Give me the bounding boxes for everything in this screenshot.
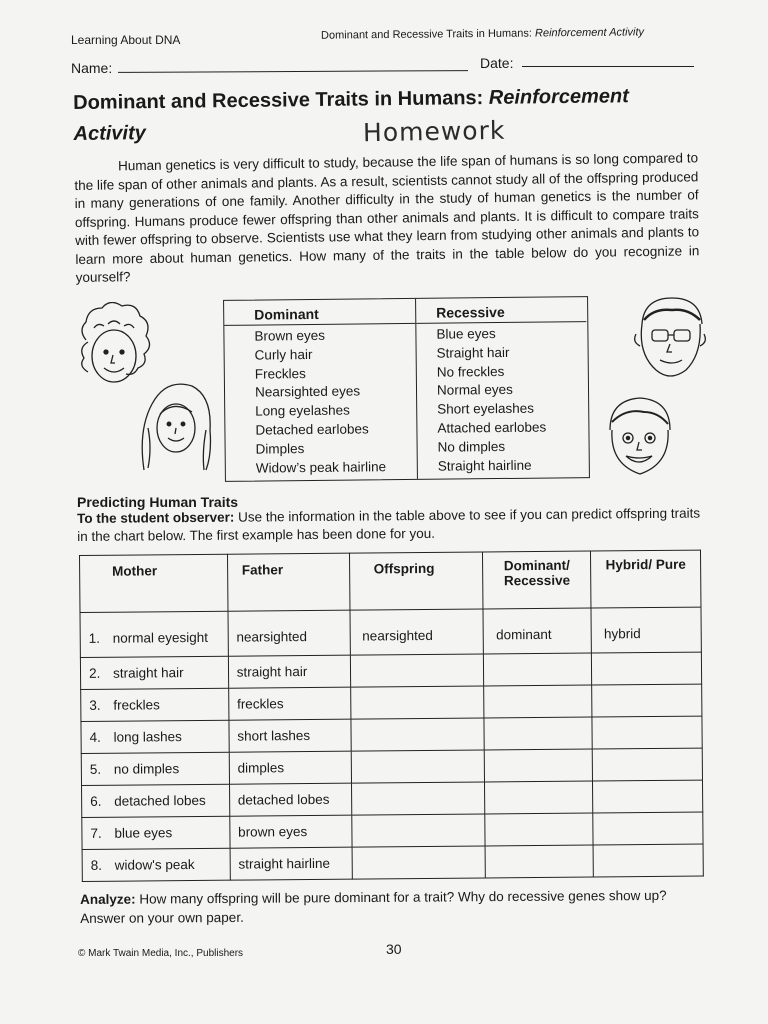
dominant-trait: Brown eyes xyxy=(254,327,326,344)
dominant-recessive-cell[interactable]: dominant xyxy=(483,608,591,654)
dominant-recessive-cell[interactable] xyxy=(484,717,592,750)
page-title-line2: Activity xyxy=(73,122,146,145)
recessive-trait: No freckles xyxy=(436,363,505,380)
recessive-trait: Blue eyes xyxy=(436,326,496,342)
recessive-trait: Attached earlobes xyxy=(437,419,547,436)
father-cell: short lashes xyxy=(229,719,351,752)
mother-trait: widow's peak xyxy=(114,857,195,873)
dominant-recessive-cell[interactable] xyxy=(484,685,592,718)
header-hybrid-pure: Hybrid/ Pure xyxy=(591,550,701,608)
publisher-credit: © Mark Twain Media, Inc., Publishers xyxy=(78,948,244,959)
hybrid-pure-cell[interactable] xyxy=(592,748,702,781)
offspring-cell[interactable] xyxy=(350,686,484,719)
header-father: Father xyxy=(227,553,349,611)
dominant-recessive-cell[interactable] xyxy=(485,813,593,846)
header-section-title xyxy=(321,26,644,41)
table-row xyxy=(82,844,703,881)
offspring-cell[interactable] xyxy=(351,782,485,815)
intro-paragraph: Human genetics is very difficult to study, because the life span of humans is so long compared to the life span of other animals and plants. As a result, scientists cannot study all of the offspring produced in many generations of one family. Another difficulty in the study of human genetics is the number of offspring. Humans produce fewer offspring than other animals and plants. It is difficult to compare traits with fewer offspring to observe. Scientists use what they learn from studying other animals and plants to learn more about human genetics. How many of the traits in the table below do you recognize in yourself? xyxy=(74,150,700,285)
dominant-trait: Widow’s peak hairline xyxy=(255,458,387,476)
header-offspring: Offspring xyxy=(349,552,483,610)
recessive-trait: Straight hair xyxy=(436,344,510,361)
header-mother: Mother xyxy=(80,554,228,612)
row-number: 7. xyxy=(90,825,102,841)
mother-cell xyxy=(81,720,229,753)
mother-trait: long lashes xyxy=(113,729,182,745)
dominant-trait: Long eyelashes xyxy=(255,402,350,419)
hybrid-pure-cell[interactable] xyxy=(592,716,702,749)
row-number: 6. xyxy=(90,793,102,809)
page-number: 30 xyxy=(386,941,402,957)
offspring-cell[interactable] xyxy=(352,846,486,879)
father-cell: straight hairline xyxy=(230,847,352,880)
table-row xyxy=(80,652,701,689)
long-haired-girl-illustration xyxy=(134,378,214,478)
father-cell: dimples xyxy=(229,751,351,784)
offspring-cell[interactable] xyxy=(350,654,484,687)
mother-cell xyxy=(82,848,230,881)
row-number: 4. xyxy=(89,729,101,745)
dominant-recessive-cell[interactable] xyxy=(485,749,593,782)
mother-cell xyxy=(82,784,230,817)
dominant-header: Dominant xyxy=(224,299,415,326)
hybrid-pure-cell[interactable]: hybrid xyxy=(591,607,701,653)
recessive-header: Recessive xyxy=(416,297,586,324)
header-section-title-italic: Reinforcement Activity xyxy=(534,26,645,40)
row-number: 3. xyxy=(89,697,101,713)
recessive-trait: No dimples xyxy=(437,438,506,455)
smiling-boy-illustration xyxy=(604,392,676,484)
mother-trait: normal eyesight xyxy=(112,629,209,646)
instructions-lead: To the student observer: xyxy=(77,509,235,526)
mother-trait: freckles xyxy=(113,697,160,713)
mother-trait: no dimples xyxy=(113,761,180,777)
table-row xyxy=(80,607,701,657)
header-dominant-recessive: Dominant/ Recessive xyxy=(483,551,591,609)
dominant-recessive-cell[interactable] xyxy=(485,781,593,814)
prediction-chart xyxy=(79,550,704,877)
table-row xyxy=(82,812,703,849)
name-label: Name: xyxy=(71,60,113,76)
dominant-recessive-cell[interactable] xyxy=(485,845,593,878)
dominant-trait: Curly hair xyxy=(254,346,313,363)
hybrid-pure-cell[interactable] xyxy=(592,684,702,717)
offspring-cell[interactable] xyxy=(351,750,485,783)
row-number: 5. xyxy=(89,761,102,777)
analyze-question xyxy=(80,886,710,928)
offspring-cell[interactable] xyxy=(351,814,485,847)
date-field[interactable] xyxy=(522,66,694,67)
section-title: Predicting Human Traits xyxy=(77,494,239,510)
header-section-title-plain: Dominant and Recessive Traits in Humans: xyxy=(320,27,536,42)
father-cell: brown eyes xyxy=(230,815,352,848)
row-number: 1. xyxy=(88,630,101,646)
mother-trait: blue eyes xyxy=(114,825,173,841)
hybrid-pure-cell[interactable] xyxy=(593,812,703,845)
hybrid-pure-cell[interactable] xyxy=(593,844,703,877)
name-field[interactable] xyxy=(118,70,468,73)
recessive-trait: Straight hairline xyxy=(437,457,532,474)
table-row xyxy=(81,748,702,785)
date-label: Date: xyxy=(480,55,514,71)
hybrid-pure-cell[interactable] xyxy=(592,652,702,685)
father-cell: straight hair xyxy=(228,655,350,688)
mother-cell xyxy=(81,752,229,785)
recessive-trait: Short eyelashes xyxy=(437,400,535,417)
page-title-italic: Reinforcement xyxy=(488,85,629,109)
traits-reference-table xyxy=(223,296,590,482)
row-number: 2. xyxy=(88,665,101,681)
hybrid-pure-cell[interactable] xyxy=(593,780,703,813)
mother-cell xyxy=(81,688,229,721)
header-book-title: Learning About DNA xyxy=(71,33,181,47)
recessive-trait: Normal eyes xyxy=(436,382,513,399)
father-cell: nearsighted xyxy=(228,610,350,656)
mother-cell xyxy=(80,656,228,689)
man-with-glasses-illustration xyxy=(628,290,712,386)
analyze-text: How many offspring will be pure dominant for a trait? Why do recessive genes show up? Answer on your own paper. xyxy=(80,887,667,926)
table-row xyxy=(82,780,703,817)
row-number: 8. xyxy=(90,857,103,873)
instructions-text: Use the information in the table above to see if you can predict offspring traits in the chart below. The first example has been done for you. xyxy=(77,505,701,544)
offspring-cell[interactable]: nearsighted xyxy=(350,609,484,655)
handwritten-note: Homework xyxy=(362,115,506,148)
dominant-recessive-cell[interactable] xyxy=(484,653,592,686)
mother-cell xyxy=(80,611,228,657)
dominant-trait: Freckles xyxy=(254,365,306,382)
dominant-trait: Dimples xyxy=(255,440,305,457)
father-cell: detached lobes xyxy=(229,783,351,816)
dominant-trait: Nearsighted eyes xyxy=(254,383,361,400)
analyze-lead: Analyze: xyxy=(80,891,136,907)
instructions xyxy=(77,505,707,546)
father-cell: freckles xyxy=(228,687,350,720)
page-title-plain: Dominant and Recessive Traits in Humans: xyxy=(73,86,489,114)
dominant-trait: Detached earlobes xyxy=(255,421,369,438)
offspring-cell[interactable] xyxy=(350,718,484,751)
recessive-column xyxy=(416,297,588,476)
mother-trait: straight hair xyxy=(112,665,184,681)
mother-trait: detached lobes xyxy=(114,792,206,809)
dominant-column xyxy=(224,299,418,481)
mother-cell xyxy=(82,816,230,849)
